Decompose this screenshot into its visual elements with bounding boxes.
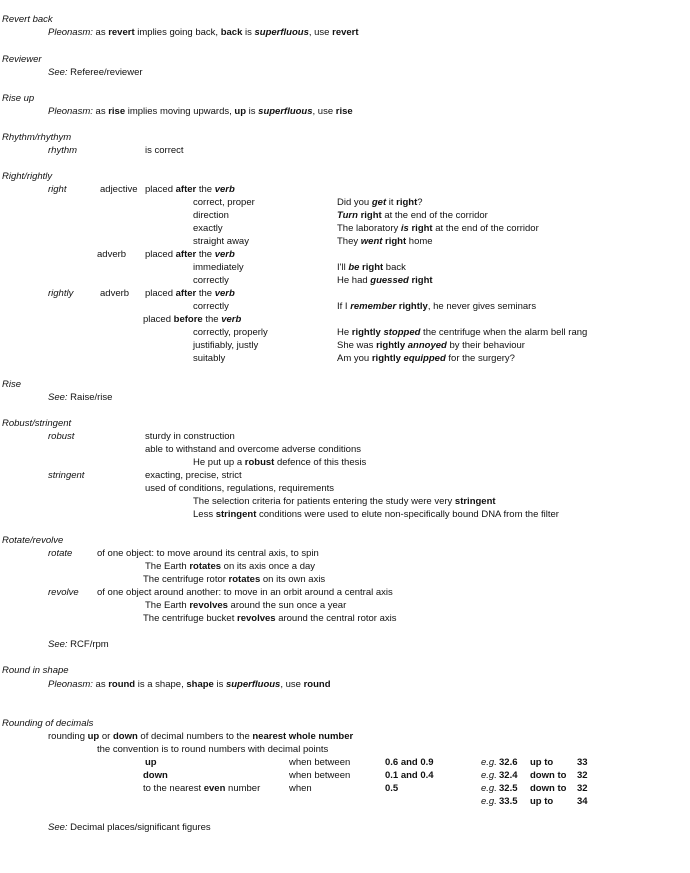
revolve-word: revolve [48,587,79,598]
stringent-example-sentence: Less stringent conditions were used to elute non-specifically bound DNA from the filter [193,509,559,520]
rotate-example-sentence: The centrifuge rotor rotates on its own axis [143,574,326,585]
right-adjective-meaning: direction [193,210,229,221]
right-adjective-meaning: exactly [193,223,223,234]
rhythm-note: is correct [145,145,184,156]
rightly-example-sentence: She was rightly annoyed by their behaviour [337,340,525,351]
right-example-sentence: They went right home [337,236,433,247]
right-example-sentence: He had guessed right [337,275,433,286]
entry-heading-reviewer: Reviewer [2,54,42,65]
right-part-of-speech-adverb: adverb [97,249,127,260]
stringent-example-sentence: The selection criteria for patients entering the study were very stringent [193,496,496,507]
rightly-meaning: correctly, properly [193,327,268,338]
robust-example-sentence: He put up a robust defence of this thesis [193,457,367,468]
rise-up-definition: Pleonasm: as rise implies moving upwards, up is superfluous, use rise [48,106,353,117]
right-example-sentence: The laboratory is right at the end of the corridor [337,223,539,234]
rightly-example-sentence: If I remember rightly, he never gives seminars [337,301,537,312]
rounding-operation: down to [530,783,567,794]
rotate-cross-reference: See: RCF/rpm [48,639,109,650]
rounding-example-number: 33.5 [499,796,518,807]
stringent-word: stringent [48,470,85,481]
rounding-operation: up to [530,757,554,768]
rounding-result: 34 [577,796,588,807]
revolve-example-sentence: The Earth revolves around the sun once a year [145,600,347,611]
rounding-example-number: 32.5 [499,783,518,794]
revolve-example-sentence: The centrifuge bucket revolves around the central rotor axis [143,613,397,624]
rounding-condition: when [289,783,312,794]
entry-heading-rise: Rise [2,379,22,390]
rounding-example-number: 32.6 [499,757,518,768]
rotate-definition: of one object: to move around its central axis, to spin [97,548,319,559]
rounding-range: 0.6 and 0.9 [385,757,434,768]
entry-heading-rhythm: Rhythm/rhythym [2,132,72,143]
right-example-sentence: Did you get it right? [337,197,423,208]
rounding-range: 0.1 and 0.4 [385,770,434,781]
rounding-condition: when between [289,770,351,781]
rounding-operation: down to [530,770,567,781]
rounding-direction: to the nearest even number [143,783,261,794]
rounding-direction: down [143,770,168,781]
right-adjective-placement: placed after the verb [145,184,235,195]
rotate-example-sentence: The Earth rotates on its axis once a day [145,561,316,572]
entry-heading-rounding-of-decimals: Rounding of decimals [2,718,94,729]
rounding-eg-label: e.g. [481,770,497,781]
right-part-of-speech-adjective: adjective [100,184,138,195]
right-adjective-meaning: correct, proper [193,197,255,208]
entry-heading-revert-back: Revert back [2,14,53,25]
right-adverb-meaning: correctly [193,275,229,286]
rounding-result: 32 [577,770,588,781]
rightly-example-sentence: He rightly stopped the centrifuge when the alarm bell rang [337,327,588,338]
rotate-word: rotate [48,548,73,559]
right-word: right [48,184,67,195]
rounding-definition: rounding up or down of decimal numbers to the nearest whole number [48,731,354,742]
rounding-cross-reference: See: Decimal places/significant figures [48,822,211,833]
rightly-meaning: justifiably, justly [193,340,259,351]
rounding-result: 33 [577,757,588,768]
rounding-result: 32 [577,783,588,794]
rounding-operation: up to [530,796,554,807]
right-example-sentence: I'll be right back [337,262,406,273]
rightly-meaning: correctly [193,301,229,312]
rounding-convention: the convention is to round numbers with decimal points [97,744,329,755]
revert-back-definition: Pleonasm: as revert implies going back, back is superfluous, use revert [48,27,359,38]
rightly-example-sentence: Am you rightly equipped for the surgery? [337,353,515,364]
rhythm-word: rhythm [48,145,78,156]
rightly-part-of-speech-adverb: adverb [100,288,130,299]
robust-definition: sturdy in construction [145,431,235,442]
right-example-sentence: Turn right at the end of the corridor [337,210,488,221]
stringent-definition: exacting, precise, strict [145,470,242,481]
rounding-eg-label: e.g. [481,757,497,768]
entry-heading-rotate-revolve: Rotate/revolve [2,535,64,546]
right-adjective-meaning: straight away [193,236,249,247]
entry-heading-robust-stringent: Robust/stringent [2,418,72,429]
rounding-eg-label: e.g. [481,796,497,807]
rightly-word: rightly [48,288,74,299]
rightly-meaning: suitably [193,353,226,364]
entry-heading-right-rightly: Right/rightly [2,171,53,182]
rounding-example-number: 32.4 [499,770,518,781]
revolve-definition: of one object around another: to move in an orbit around a central axis [97,587,393,598]
rounding-range: 0.5 [385,783,399,794]
rounding-eg-label: e.g. [481,783,497,794]
reviewer-cross-reference: See: Referee/reviewer [48,67,143,78]
rise-cross-reference: See: Raise/rise [48,392,113,403]
robust-definition: able to withstand and overcome adverse conditions [145,444,361,455]
rounding-condition: when between [289,757,351,768]
rounding-direction: up [145,757,157,768]
entry-heading-round-in-shape: Round in shape [2,665,69,676]
entry-heading-rise-up: Rise up [2,93,35,104]
rightly-placement-before: placed before the verb [143,314,242,325]
stringent-definition: used of conditions, regulations, requirements [145,483,335,494]
right-adverb-meaning: immediately [193,262,244,273]
robust-word: robust [48,431,75,442]
right-adverb-placement: placed after the verb [145,249,235,260]
rightly-placement-after: placed after the verb [145,288,235,299]
round-in-shape-definition: Pleonasm: as round is a shape, shape is superfluous, use round [48,679,331,690]
